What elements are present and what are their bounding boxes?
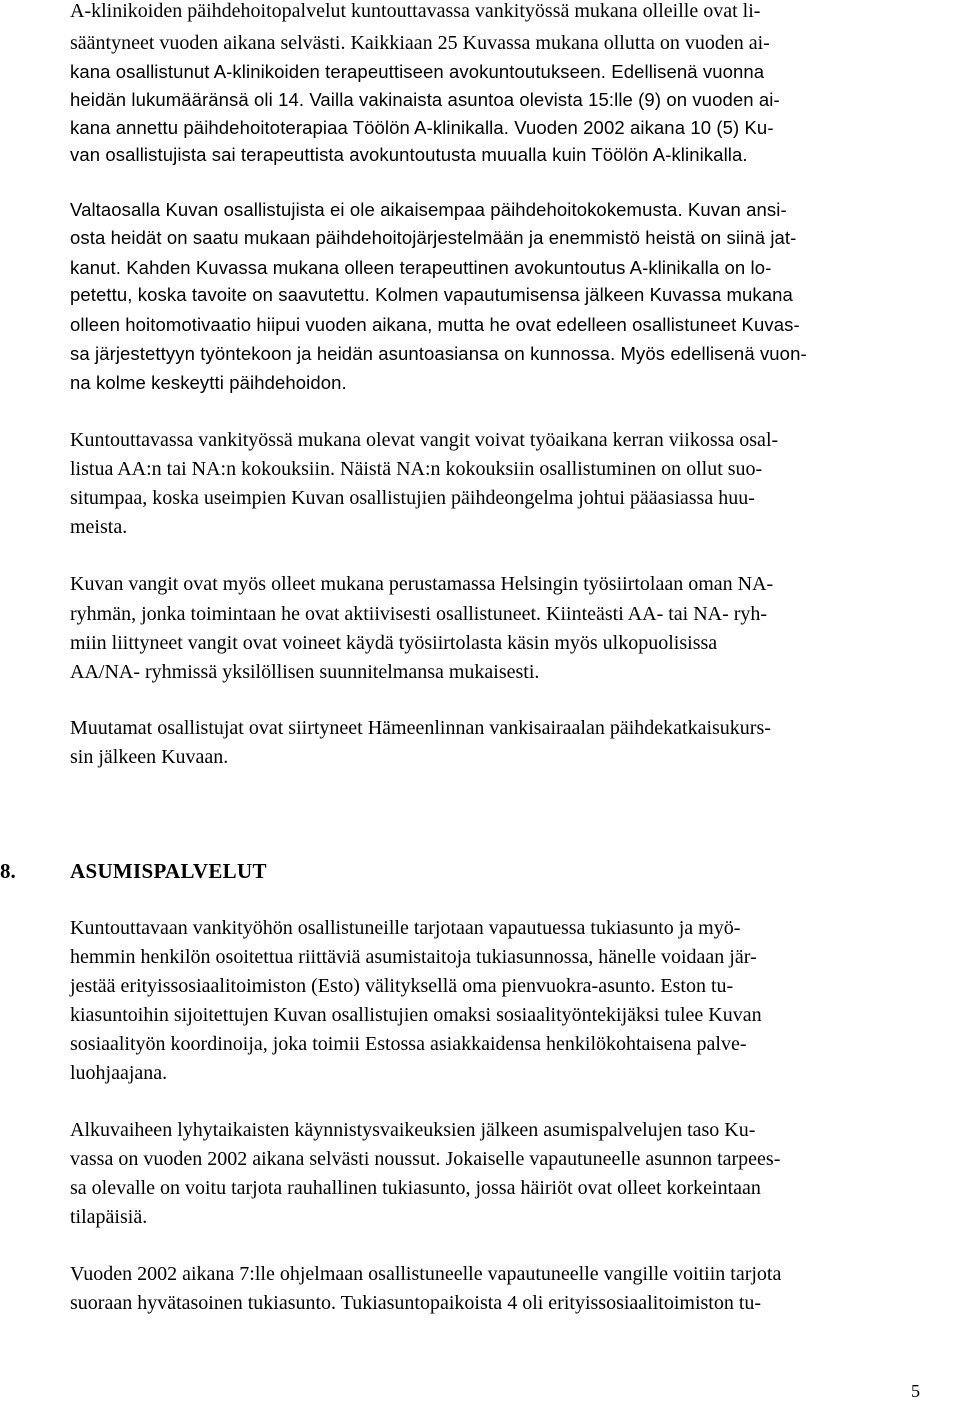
page-number: 5	[911, 1381, 920, 1401]
paragraph-line: Alkuvaiheen lyhytaikaisten käynnistysvaikeuksien jälkeen asumispalvelujen taso Ku-	[70, 1119, 756, 1141]
paragraph-line: listua AA:n tai NA:n kokouksiin. Näistä NA:n kokouksiin osallistuminen on ollut suo-	[70, 458, 763, 480]
paragraph-line: petettu, koska tavoite on saavutettu. Kolmen vapautumisensa jälkeen Kuvassa mukana	[70, 284, 793, 305]
paragraph-line: Kuvan vangit ovat myös olleet mukana perustamassa Helsingin työsiirtolaan oman NA-	[70, 573, 774, 595]
paragraph-line: kana osallistunut A-klinikoiden terapeuttiseen avokuntoutukseen. Edellisenä vuonna	[70, 61, 765, 82]
paragraph-line: kana annettu päihdehoitoterapiaa Töölön A-klinikalla. Vuoden 2002 aikana 10 (5) Ku-	[70, 117, 774, 138]
paragraph-line: sa järjestettyyn työntekoon ja heidän asuntoasiansa on kunnossa. Myös edellisenä vuon-	[70, 343, 807, 364]
paragraph-line: situmpaa, koska useimpien Kuvan osallistujien päihdeongelma johtui pääasiassa huu-	[70, 487, 755, 509]
paragraph-line: kiasuntoihin sijoitettujen Kuvan osallistujien omaksi sosiaalityöntekijäksi tulee Kuvan	[70, 1004, 762, 1026]
paragraph-line: jestää erityissosiaalitoimiston (Esto) välityksellä oma pienvuokra-asunto. Eston tu-	[70, 975, 734, 997]
paragraph-line: Kuntouttavaan vankityöhön osallistuneille tarjotaan vapautuessa tukiasunto ja myö-	[70, 917, 741, 939]
paragraph-line: na kolme keskeytti päihdehoidon.	[70, 372, 347, 393]
paragraph-line: Vuoden 2002 aikana 7:lle ohjelmaan osallistuneelle vapautuneelle vangille voitiin tarjota	[70, 1263, 782, 1285]
paragraph-line: olleen hoitomotivaatio hiipui vuoden aikana, mutta he ovat edelleen osallistuneet Kuvas-	[70, 314, 800, 335]
paragraph-line: Valtaosalla Kuvan osallistujista ei ole aikaisempaa päihdehoitokokemusta. Kuvan ansi-	[70, 199, 787, 220]
section-number: 8.	[0, 859, 16, 883]
paragraph-line: ryhmän, jonka toimintaan he ovat aktiivisesti osallistuneet. Kiinteästi AA- tai NA- ryh-	[70, 603, 768, 625]
paragraph-line: luohjaajana.	[70, 1062, 168, 1084]
paragraph-line: van osallistujista sai terapeuttista avokuntoutusta muualla kuin Töölön A-klinikalla.	[70, 144, 748, 165]
paragraph-line: osta heidät on saatu mukaan päihdehoitojärjestelmään ja enemmistö heistä on siinä jat-	[70, 227, 797, 248]
paragraph-line: A-klinikoiden päihdehoitopalvelut kuntouttavassa vankityössä mukana olleille ovat li-	[70, 0, 761, 22]
paragraph-line: heidän lukumääränsä oli 14. Vailla vakinaista asuntoa olevista 15:lle (9) on vuoden ai-	[70, 89, 780, 110]
paragraph-line: meista.	[70, 516, 128, 538]
paragraph-line: tilapäisiä.	[70, 1206, 148, 1228]
paragraph-line: sääntyneet vuoden aikana selvästi. Kaikkiaan 25 Kuvassa mukana ollutta on vuoden ai-	[70, 32, 770, 54]
paragraph-line: sin jälkeen Kuvaan.	[70, 746, 229, 768]
paragraph-line: hemmin henkilön osoitettua riittäviä asumistaitoja tukiasunnossa, hänelle voidaan jär-	[70, 946, 757, 968]
paragraph-line: miin liittyneet vangit ovat voineet käydä työsiirtolasta käsin myös ulkopuolisissa	[70, 632, 718, 654]
paragraph-line: sa olevalle on voitu tarjota rauhallinen tukiasunto, jossa häiriöt ovat olleet korkeintaan	[70, 1177, 761, 1199]
paragraph-line: sosiaalityön koordinoija, joka toimii Estossa asiakkaidensa henkilökohtaisena palve-	[70, 1033, 747, 1055]
paragraph-line: Kuntouttavassa vankityössä mukana olevat vangit voivat työaikana kerran viikossa osal-	[70, 429, 779, 451]
paragraph-line: suoraan hyvätasoinen tukiasunto. Tukiasuntopaikoista 4 oli erityissosiaalitoimiston tu-	[70, 1292, 762, 1314]
paragraph-line: vassa on vuoden 2002 aikana selvästi noussut. Jokaiselle vapautuneelle asunnon tarpees-	[70, 1148, 781, 1170]
section-title: ASUMISPALVELUT	[70, 859, 267, 883]
paragraph-line: Muutamat osallistujat ovat siirtyneet Hämeenlinnan vankisairaalan päihdekatkaisukurs-	[70, 717, 771, 739]
paragraph-line: kanut. Kahden Kuvassa mukana olleen terapeuttinen avokuntoutus A-klinikalla on lo-	[70, 257, 772, 278]
paragraph-line: AA/NA- ryhmissä yksilöllisen suunnitelmansa mukaisesti.	[70, 661, 540, 683]
